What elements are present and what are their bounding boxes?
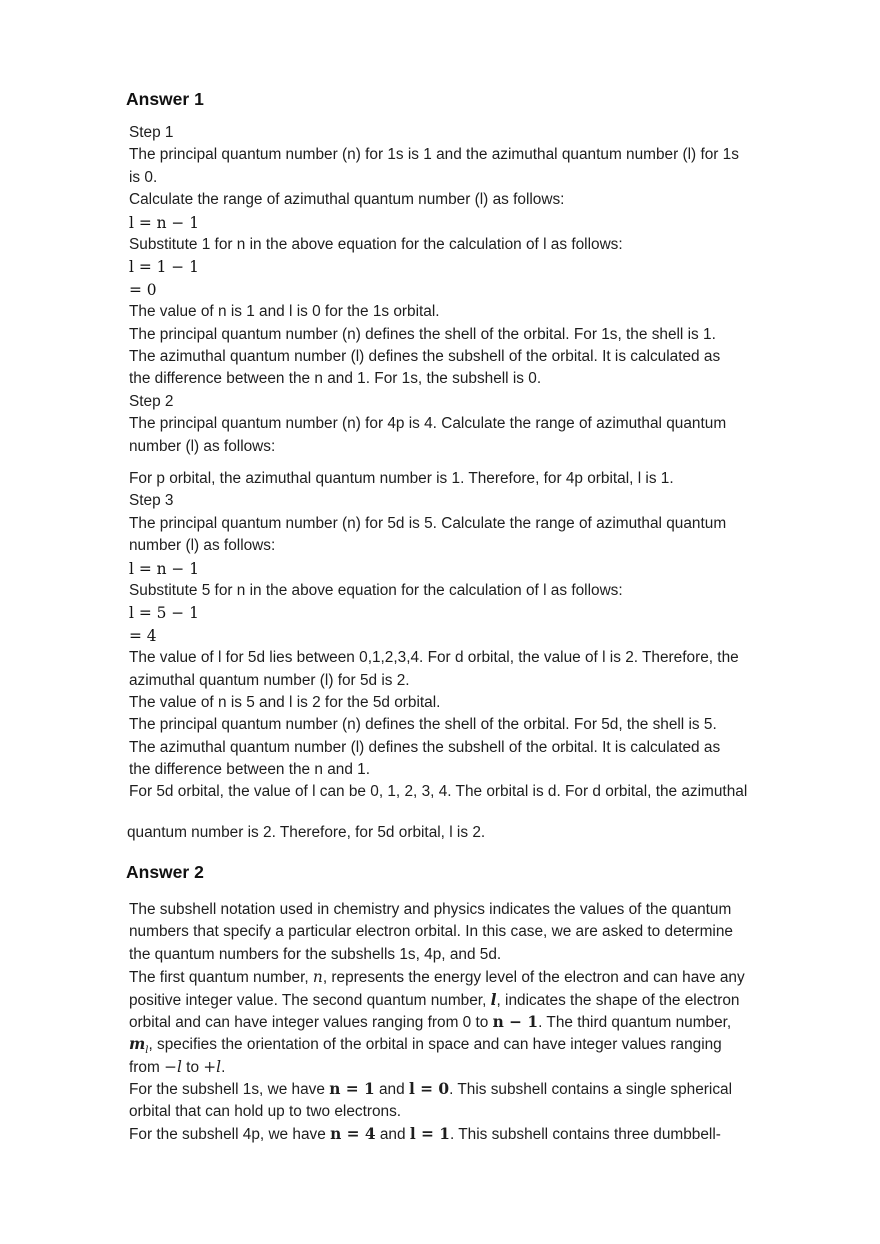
text-line: The first quantum number, n, represents the energy level of the electron and can have any bbox=[129, 968, 745, 987]
step-1-label: Step 1 bbox=[129, 124, 174, 141]
text-line: the difference between the n and 1. bbox=[129, 761, 371, 779]
answer-1-heading: Answer 1 bbox=[126, 89, 204, 109]
answer-1-step-1 bbox=[129, 122, 809, 391]
text-line: For 5d orbital, the value of l can be 0, 1, 2, 3, 4. The orbital is d. For d orbital, the azimuthal bbox=[129, 783, 748, 801]
math-expression: +l bbox=[203, 1057, 222, 1076]
text-line: azimuthal quantum number (l) for 5d is 2. bbox=[129, 671, 410, 689]
math-subscript: l bbox=[145, 1045, 149, 1057]
text-line: orbital and can have integer values ranging from 0 to n − 1. The third quantum number, bbox=[129, 1012, 732, 1031]
text-line: The principal quantum number (n) defines the shell of the orbital. For 5d, the shell is 5. bbox=[129, 716, 717, 734]
equation: l = 5 − 1 bbox=[129, 604, 199, 623]
answer-1-step-2 bbox=[129, 391, 809, 458]
math-expression: l = 0 bbox=[408, 1080, 450, 1099]
text-line: positive integer value. The second quantum number, l, indicates the shape of the electron bbox=[129, 990, 740, 1009]
equation: l = n − 1 bbox=[129, 213, 199, 232]
equation: = 0 bbox=[129, 280, 157, 299]
text-line: The azimuthal quantum number (l) defines the subshell of the orbital. It is calculated as bbox=[129, 738, 721, 756]
text-line: Substitute 5 for n in the above equation for the calculation of l as follows: bbox=[129, 581, 623, 599]
text-line: quantum number is 2. Therefore, for 5d orbital, l is 2. bbox=[127, 824, 486, 841]
text-line: $m_l$, specifies the orientation of the orbital in space and can have integer values ranging bbox=[129, 1035, 722, 1057]
equation: l = 1 − 1 bbox=[129, 258, 199, 277]
text-line: the difference between the n and 1. For 1s, the subshell is 0. bbox=[129, 370, 542, 388]
text-line: The principal quantum number (n) for 4p is 4. Calculate the range of azimuthal quantum bbox=[129, 415, 727, 433]
text-line: The subshell notation used in chemistry and physics indicates the values of the quantum bbox=[129, 901, 732, 918]
text-line: The principal quantum number (n) defines the shell of the orbital. For 1s, the shell is 1. bbox=[129, 325, 716, 343]
math-expression: n − 1 bbox=[492, 1012, 539, 1031]
math-symbol: n bbox=[312, 968, 323, 987]
equation: = 4 bbox=[129, 626, 157, 645]
text-line: Calculate the range of azimuthal quantum number (l) as follows: bbox=[129, 191, 565, 209]
text-line: For the subshell 1s, we have n = 1 and l = 0. This subshell contains a single spherical bbox=[129, 1080, 732, 1099]
text-line: For the subshell 4p, we have n = 4 and l = 1. This subshell contains three dumbbell- bbox=[129, 1124, 721, 1143]
math-symbol: l bbox=[490, 990, 497, 1009]
text-line: number (l) as follows: bbox=[129, 537, 276, 555]
math-symbol: m bbox=[129, 1035, 146, 1054]
text-line: from −l to +l. bbox=[129, 1057, 226, 1076]
math-expression: n = 4 bbox=[330, 1124, 376, 1143]
step-2-label: Step 2 bbox=[129, 393, 174, 410]
answer-2-body bbox=[129, 899, 809, 1145]
text-line: The value of n is 1 and l is 0 for the 1s orbital. bbox=[129, 303, 440, 321]
math-expression: −l bbox=[164, 1057, 182, 1076]
text-line: For p orbital, the azimuthal quantum number is 1. Therefore, for 4p orbital, l is 1. bbox=[129, 470, 674, 487]
text-line: numbers that specify a particular electron orbital. In this case, we are asked to determine bbox=[129, 923, 733, 941]
text-line: orbital that can hold up to two electrons. bbox=[129, 1102, 402, 1120]
answer-2-heading: Answer 2 bbox=[126, 862, 204, 882]
math-expression: l = 1 bbox=[409, 1124, 450, 1143]
text-line: is 0. bbox=[129, 168, 158, 186]
text-line: Substitute 1 for n in the above equation for the calculation of l as follows: bbox=[129, 235, 623, 253]
text-line: The principal quantum number (n) for 5d is 5. Calculate the range of azimuthal quantum bbox=[129, 514, 727, 532]
math-expression: n = 1 bbox=[329, 1080, 375, 1099]
text-line: The azimuthal quantum number (l) defines the subshell of the orbital. It is calculated as bbox=[129, 347, 721, 365]
text-line: The value of l for 5d lies between 0,1,2,3,4. For d orbital, the value of l is 2. Therefore, the bbox=[129, 649, 739, 667]
text-line: number (l) as follows: bbox=[129, 437, 276, 455]
equation: l = n − 1 bbox=[129, 559, 199, 578]
text-line: the quantum numbers for the subshells 1s, 4p, and 5d. bbox=[129, 945, 502, 963]
answer-1-step-3 bbox=[129, 468, 809, 804]
step-3-label: Step 3 bbox=[129, 492, 174, 510]
answer-1-conclusion bbox=[127, 822, 807, 844]
text-line: The value of n is 5 and l is 2 for the 5d orbital. bbox=[129, 693, 441, 711]
text-line: The principal quantum number (n) for 1s is 1 and the azimuthal quantum number (l) for 1s bbox=[129, 146, 739, 164]
